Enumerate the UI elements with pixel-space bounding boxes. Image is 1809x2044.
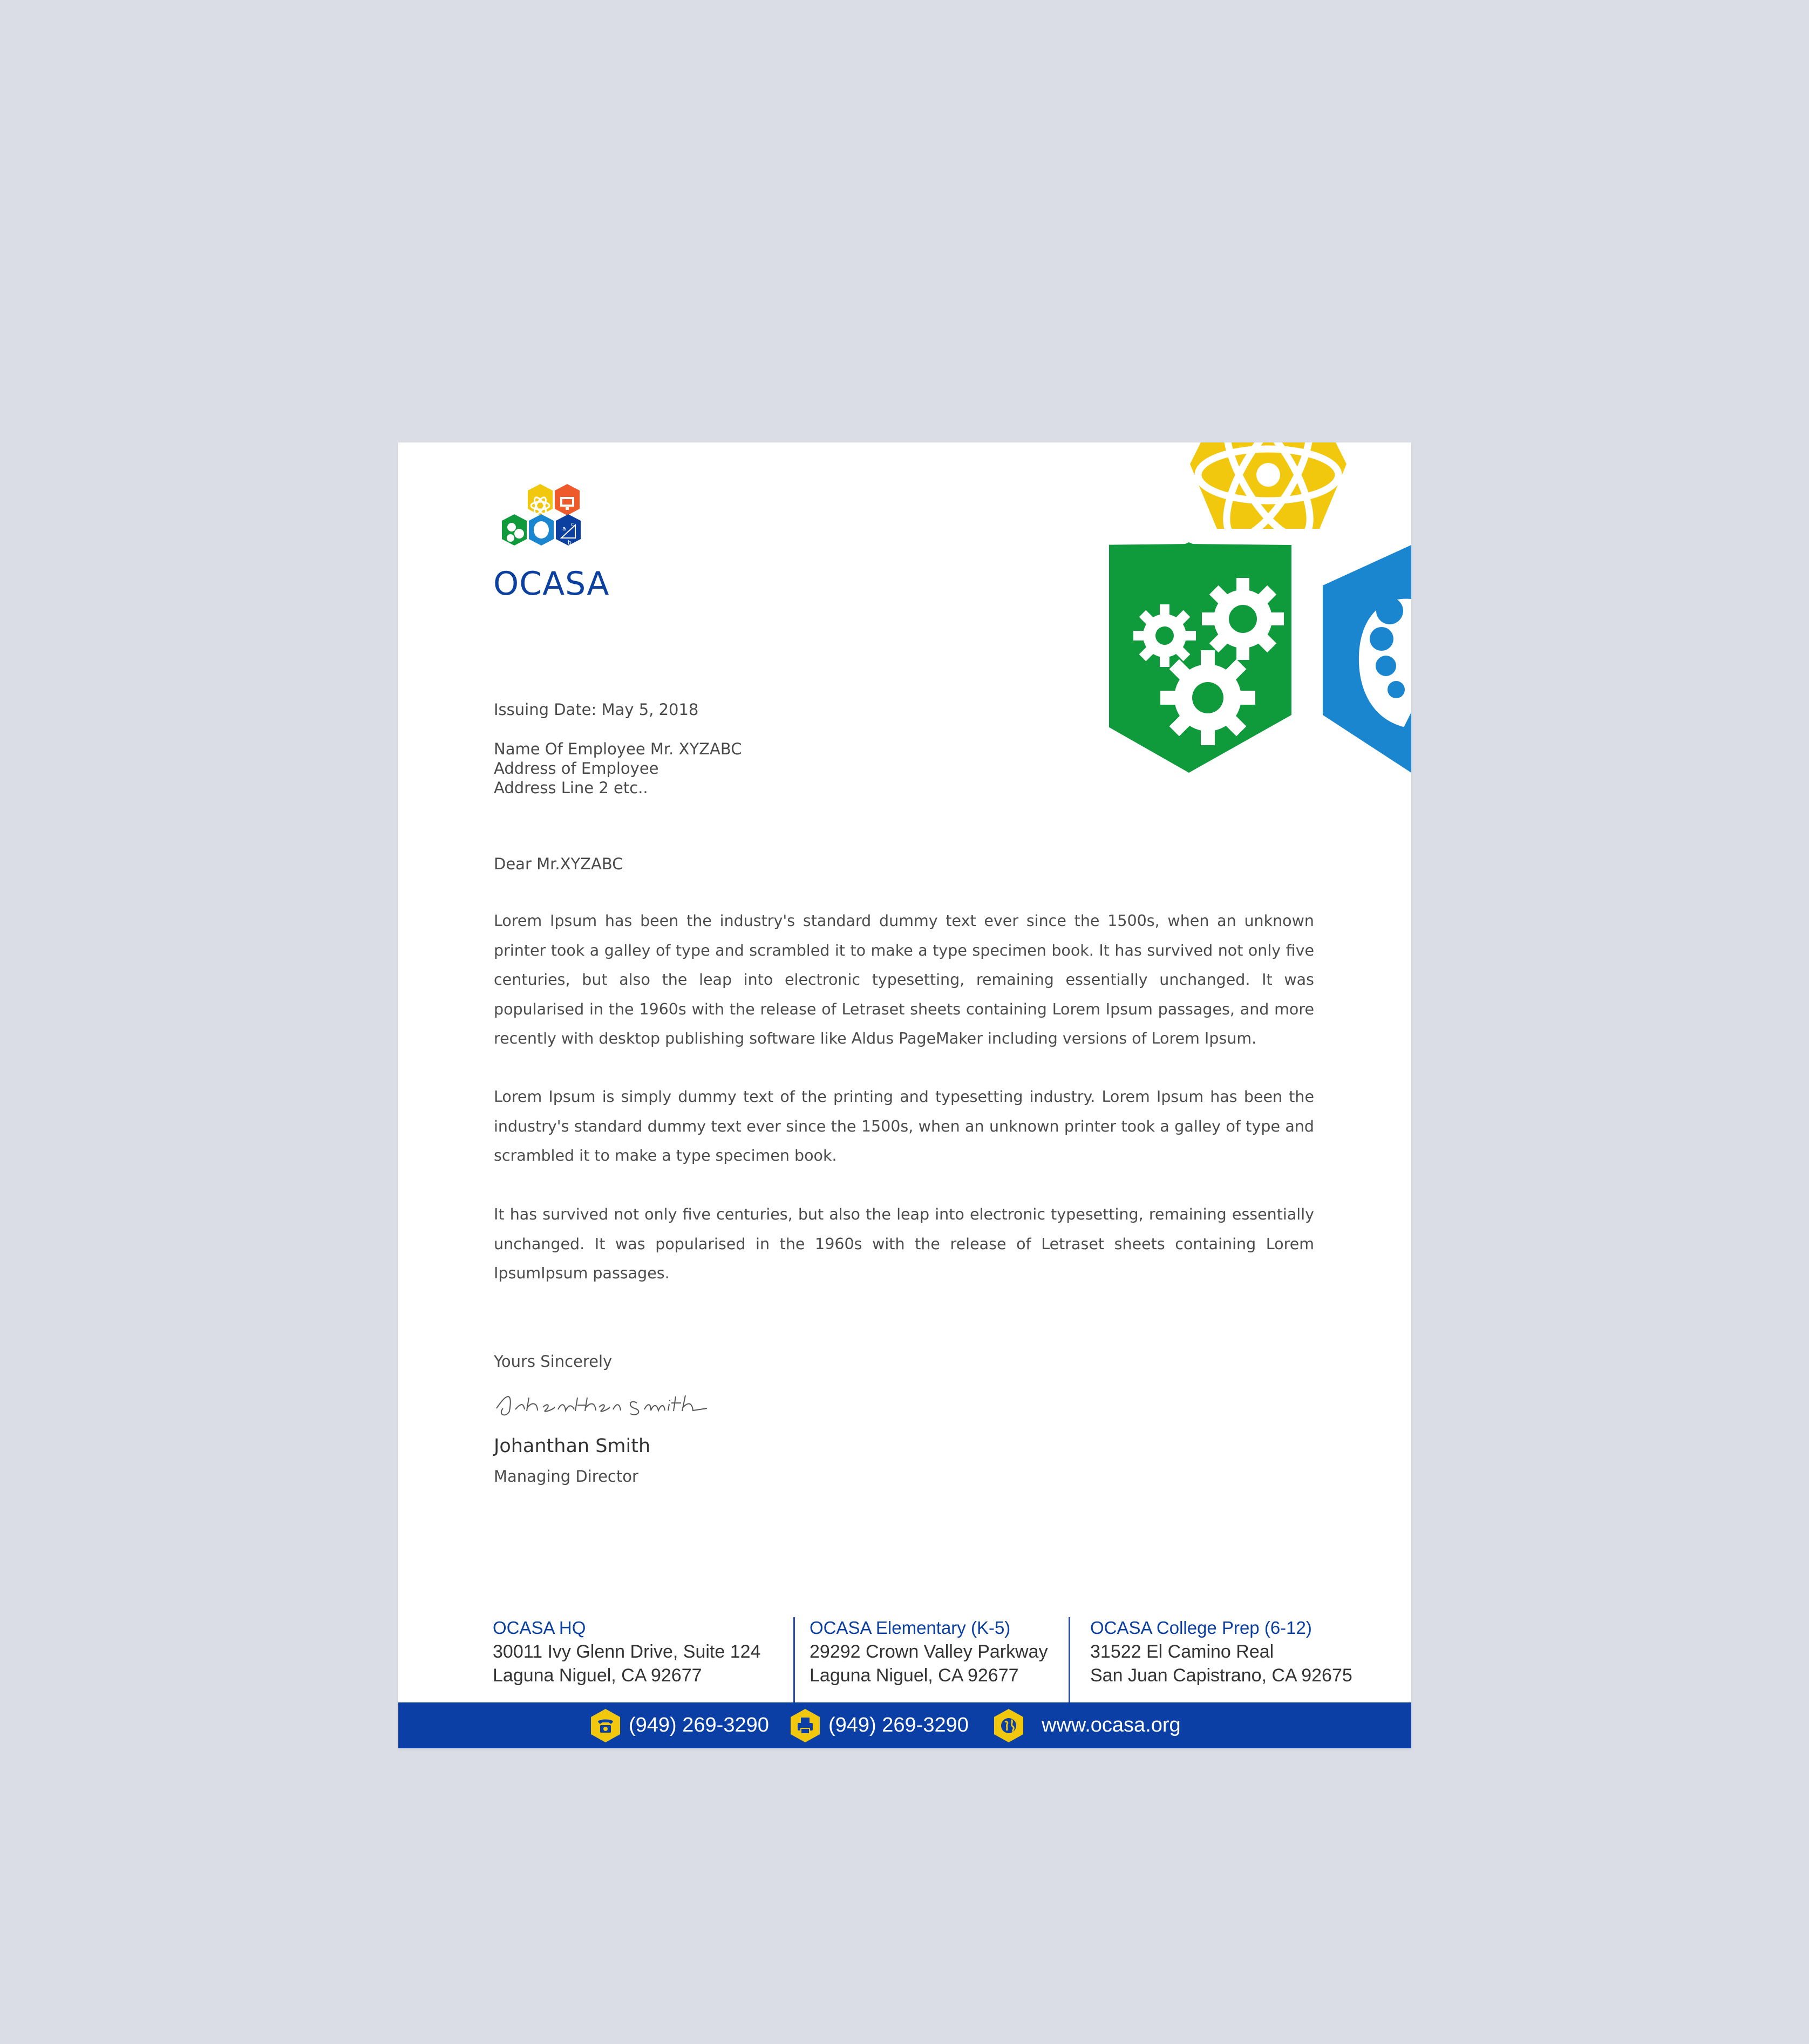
body-paragraph-3: It has survived not only five centuries, but also the leap into electronic typesetting, remaining essentially unchanged. It was popularised in the 1960s with the release of Letraset sheets containing Lorem IpsumIpsum passages.	[494, 1205, 1314, 1282]
svg-text:c: c	[571, 521, 575, 528]
recipient-name: Name Of Employee Mr. XYZABC	[494, 740, 742, 758]
location-line-1: 31522 El Camino Real	[1090, 1641, 1274, 1662]
letterhead-page	[398, 442, 1411, 1748]
location-title: OCASA College Prep (6-12)	[1090, 1618, 1312, 1638]
location-line-2: Laguna Niguel, CA 92677	[810, 1665, 1019, 1686]
contact-phone	[589, 1702, 769, 1748]
footer-location-elementary	[810, 1616, 1048, 1687]
phone-icon	[589, 1708, 622, 1743]
footer-divider	[793, 1617, 795, 1702]
contact-fax-text: (949) 269-3290	[828, 1714, 969, 1736]
location-line-1: 30011 Ivy Glenn Drive, Suite 124	[493, 1641, 761, 1662]
recipient-address-1: Address of Employee	[494, 759, 659, 778]
footer-divider	[1069, 1617, 1070, 1702]
handwritten-signature	[491, 1387, 734, 1419]
footer-location-hq	[493, 1616, 760, 1687]
recipient-address-2: Address Line 2 etc..	[494, 779, 648, 797]
contact-website[interactable]	[992, 1702, 1181, 1748]
body-paragraph-1: Lorem Ipsum has been the industry's standard dummy text ever since the 1500s, when an unknown printer took a galley of type and scrambled it to make a type specimen book. It has survived not only five centuries, but also the leap into electronic typesetting, remaining essentially unchanged. It was popularised in the 1960s with the release of Letraset sheets containing Lorem Ipsum passages, and more recently with desktop publishing software like Aldus PageMaker including versions of Lorem Ipsum.	[494, 912, 1314, 1047]
closing: Yours Sincerely	[494, 1352, 613, 1371]
location-line-2: San Juan Capistrano, CA 92675	[1090, 1665, 1352, 1686]
signer-title: Managing Director	[494, 1467, 638, 1486]
corner-hexagon-art	[1109, 442, 1411, 777]
issuing-date: Issuing Date: May 5, 2018	[494, 700, 699, 719]
body-paragraph-2: Lorem Ipsum is simply dummy text of the printing and typesetting industry. Lorem Ipsum has been the industry's standard dummy text ever since the 1500s, when an unknown printer took a galley of type and scrambled it to make a type specimen book.	[494, 1088, 1314, 1164]
location-title: OCASA Elementary (K-5)	[810, 1618, 1011, 1638]
contact-website-link[interactable]: www.ocasa.org	[1042, 1714, 1181, 1736]
location-line-2: Laguna Niguel, CA 92677	[493, 1665, 702, 1686]
contact-fax	[788, 1702, 969, 1748]
svg-text:b: b	[568, 539, 572, 546]
logo-wordmark: OCASA	[493, 565, 610, 603]
location-line-1: 29292 Crown Valley Parkway	[810, 1641, 1048, 1662]
globe-icon	[992, 1708, 1025, 1743]
footer-location-college-prep	[1090, 1616, 1352, 1687]
svg-text:a: a	[562, 525, 566, 532]
fax-icon	[788, 1708, 822, 1743]
contact-bar	[398, 1702, 1411, 1748]
contact-phone-text: (949) 269-3290	[629, 1714, 769, 1736]
salutation: Dear Mr.XYZABC	[494, 855, 623, 873]
signer-name: Johanthan Smith	[494, 1435, 651, 1457]
ocasa-logo-icon	[490, 478, 636, 569]
location-title: OCASA HQ	[493, 1618, 586, 1638]
